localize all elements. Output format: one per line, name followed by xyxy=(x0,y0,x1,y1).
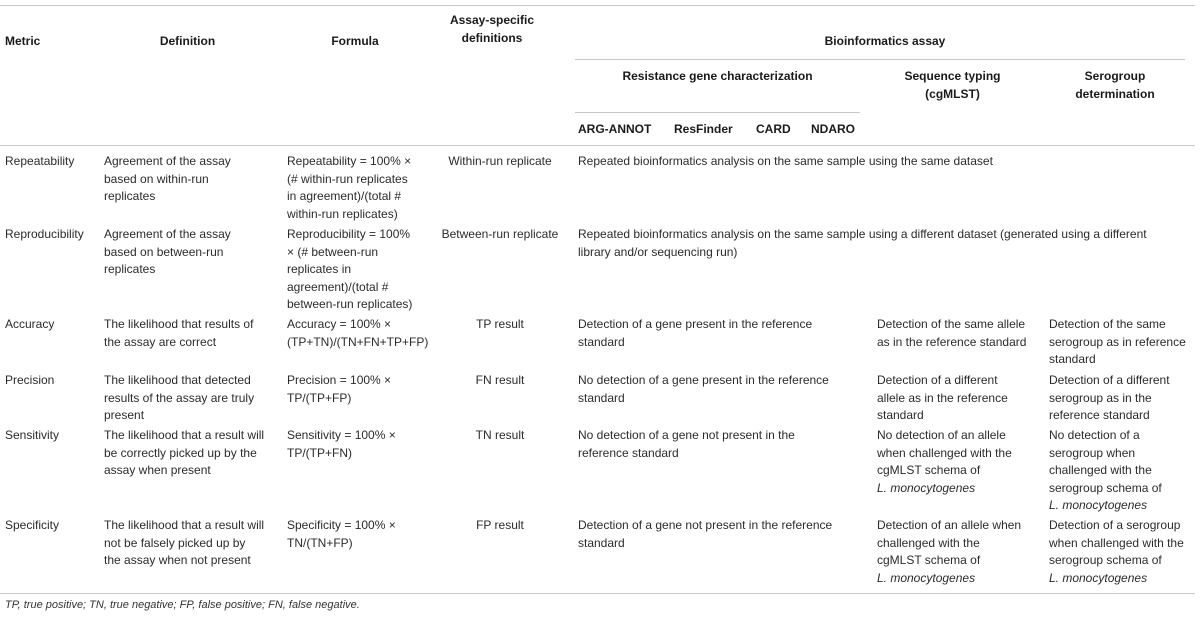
serogroup-text: No detection of a serogroup when challenged with the serogroup schema of xyxy=(1049,428,1162,495)
row-definition: Agreement of the assay based on within-run replicates xyxy=(104,154,231,203)
row-definition: The likelihood that a result will be correctly picked up by the assay when present xyxy=(104,428,265,477)
serogroup-text: Detection of a serogroup when challenged with the serogroup schema of xyxy=(1049,518,1184,567)
row-metric: Sensitivity xyxy=(5,428,60,442)
header-metric: Metric xyxy=(5,34,41,48)
row-definition: The likelihood that detected results of the assay are truly present xyxy=(104,373,255,422)
header-sequence-typing: Sequence typing (cgMLST) xyxy=(904,69,1001,101)
row-typing: Detection of a different allele as in the reference standard xyxy=(877,373,1008,422)
row-formula: Specificity = 100% × TN/(TN+FP) xyxy=(287,518,396,550)
header-definition: Definition xyxy=(159,34,216,48)
row-definition: The likelihood that results of the assay are correct xyxy=(104,317,254,349)
row-metric: Reproducibility xyxy=(5,227,84,241)
typing-text: No detection of an allele when challenged with the cgMLST schema of xyxy=(877,428,1012,477)
row-assay-definition: FN result xyxy=(475,373,525,387)
row-assay-definition: FP result xyxy=(476,518,524,532)
table-bottom-rule xyxy=(0,593,1195,594)
header-serogroup: Serogroup determination xyxy=(1075,69,1155,101)
row-typing: Detection of the same allele as in the reference standard xyxy=(877,317,1027,349)
table-footnote: TP, true positive; TN, true negative; FP, false positive; FN, false negative. xyxy=(5,599,360,611)
row-serogroup: Detection of a different serogroup as in the reference standard xyxy=(1049,373,1170,422)
header-sub-resfinder: ResFinder xyxy=(674,122,733,136)
species-name: L. monocytogenes xyxy=(1049,570,1148,585)
row-serogroup xyxy=(1049,427,1162,515)
row-formula: Reproducibility = 100% × (# between-run replicates in agreement)/(total # between-run replicates) xyxy=(287,227,413,311)
row-metric: Accuracy xyxy=(5,317,55,331)
row-metric: Precision xyxy=(5,373,55,387)
row-definition: The likelihood that a result will not be falsely picked up by the assay when not present xyxy=(104,518,265,567)
row-assay-definition: Between-run replicate xyxy=(441,227,559,241)
species-name: L. monocytogenes xyxy=(877,480,976,495)
row-assay-definition: TP result xyxy=(476,317,524,331)
bioinformatics-rule xyxy=(575,59,1185,60)
row-definition: Agreement of the assay based on between-run replicates xyxy=(104,227,231,276)
row-serogroup: Detection of the same serogroup as in reference standard xyxy=(1049,317,1186,366)
row-formula: Precision = 100% × TP/(TP+FP) xyxy=(287,373,392,405)
header-resistance-gene: Resistance gene characterization xyxy=(622,69,813,83)
header-bioinformatics-assay: Bioinformatics assay xyxy=(824,34,946,48)
row-span-description: Repeated bioinformatics analysis on the same sample using the same dataset xyxy=(578,154,993,168)
row-resistance: No detection of a gene not present in the reference standard xyxy=(578,428,795,460)
row-resistance: Detection of a gene not present in the reference standard xyxy=(578,518,833,550)
row-span-description: Repeated bioinformatics analysis on the same sample using a different dataset (generated using a different library and/or sequencing run) xyxy=(578,227,1147,259)
header-sub-arg-annot: ARG-ANNOT xyxy=(578,122,652,136)
row-resistance: No detection of a gene present in the reference standard xyxy=(578,373,829,405)
resistance-rule xyxy=(575,112,860,113)
top-rule xyxy=(0,5,1195,6)
row-formula: Accuracy = 100% × (TP+TN)/(TN+FN+TP+FP) xyxy=(287,317,429,349)
header-sub-card: CARD xyxy=(756,122,791,136)
header-assay-specific: Assay-specific definitions xyxy=(449,13,535,45)
row-serogroup xyxy=(1049,517,1184,587)
row-formula: Sensitivity = 100% × TP/(TP+FN) xyxy=(287,428,396,460)
row-metric: Repeatability xyxy=(5,154,75,168)
header-formula: Formula xyxy=(331,34,379,48)
row-resistance: Detection of a gene present in the reference standard xyxy=(578,317,813,349)
row-formula: Repeatability = 100% × (# within-run replicates in agreement)/(total # within-run replicates) xyxy=(287,154,412,221)
row-typing xyxy=(877,517,1021,587)
row-assay-definition: Within-run replicate xyxy=(448,154,552,168)
typing-text: Detection of an allele when challenged with the cgMLST schema of xyxy=(877,518,1022,567)
header-bottom-rule xyxy=(0,145,1195,146)
row-assay-definition: TN result xyxy=(475,428,525,442)
header-sub-ndaro: NDARO xyxy=(811,122,855,136)
row-typing xyxy=(877,427,1012,497)
species-name: L. monocytogenes xyxy=(1049,498,1148,512)
row-metric: Specificity xyxy=(5,518,60,532)
species-name: L. monocytogenes xyxy=(877,570,976,585)
